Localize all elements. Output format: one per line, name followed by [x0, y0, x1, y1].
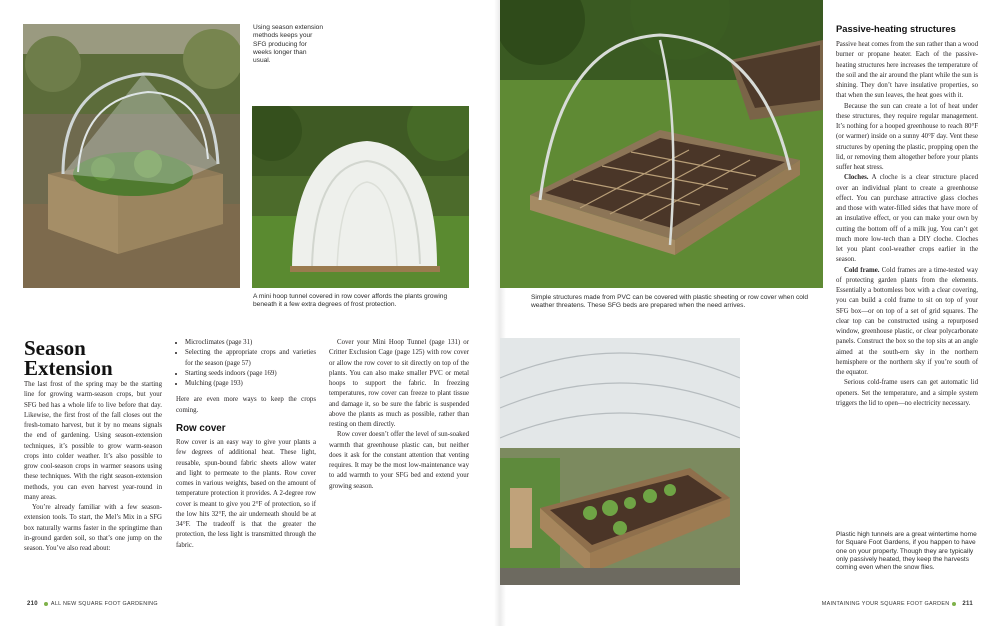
- photo2-caption: A mini hoop tunnel covered in row cover affords the plants growing beneath it a few extra degrees of frost protection.: [253, 293, 448, 309]
- cold-frame-text: Cold frames are a time-tested way of protecting garden plants from the elements. Essentially a bottomless box with a clear covering, you can build a cold frame to sit on top of your SFG box—or on top of a set of grid squares. The clear top can be constructed using a repurposed window, greenhouse plastic, or clear polycarbonate panels. Construct the box so the top sits at an angle aimed at the south-ern sky in the northern hemisphere or the northern sky if you’re south of the equator.: [836, 266, 978, 376]
- page-number-right: 211: [962, 601, 973, 607]
- left-column-2: [176, 338, 316, 551]
- familiar-paragraph: You’re already familiar with a few season-extension tools. To start, the Mel’s Mix in a SFG box naturally warms faster in the springtime than in-ground garden soil, so that’s one jump on the season. You’ve also read about:: [24, 504, 162, 552]
- photo-hinged-hoop-lid: [23, 24, 240, 288]
- row-cover-warmth-paragraph: Row cover doesn’t offer the level of sun-soaked warmth that greenhouse plastic can, but neither does it ask for the constant attention that venting requires. It may be the most low-maintenance way to add warmth to your SFG bed and extend your growing season.: [329, 431, 469, 490]
- more-ways-paragraph: Here are even more ways to keep the crops coming.: [176, 396, 316, 414]
- page-title-line-1: Season: [24, 336, 86, 360]
- photo4-caption: Plastic high tunnels are a great wintertime home for Square Foot Gardens, if you happen to have one on your property. Though they are typically only passively heated, they keep the harvests coming even when the snow flies.: [836, 531, 977, 572]
- cold-frame-paragraph: [836, 266, 978, 379]
- row-cover-heading: Row cover: [176, 422, 226, 434]
- lid-openers-paragraph: Serious cold-frame users can get automatic lid openers. Set the temperature, and a simple system triggers the lid to open—no electricity necessary.: [836, 379, 978, 407]
- passive-heat-paragraph: Passive heat comes from the sun rather than a wood burner or propane heater. Each of the passive-heating structures here increases the temperature of the soil and the air around the plant while the sun is shining. They don’t have insulative properties, so that when the sun leaves, the heat goes with it.: [836, 41, 978, 100]
- photo3-caption: Simple structures made from PVC can be covered with plastic sheeting or row cover when cold weather threatens. These SFG beds are prepared when the need arrives.: [531, 294, 809, 310]
- accent-dot-icon: [952, 602, 956, 606]
- photo-mini-hoop-tunnel: [252, 106, 469, 288]
- left-folio: [24, 601, 158, 607]
- cloches-label: Cloches.: [844, 174, 869, 182]
- page-title: [24, 338, 164, 378]
- left-column-1: [24, 380, 162, 554]
- passive-heating-heading: Passive-heating structures: [836, 23, 956, 34]
- cloches-paragraph: [836, 173, 978, 265]
- accent-dot-icon: [44, 602, 48, 606]
- cloches-text: A cloche is a clear structure placed over an individual plant to create a greenhouse effect. You can purchase attractive glass cloches and those with water-filled sides that have more of an insulative effect, or you can make your own by cutting the bottom off of a milk jug. You can’t get much more low-tech than a DIY cloche. Cloches let you plant cool-weather crops earlier in the season.: [836, 174, 978, 264]
- cover-tunnel-paragraph: Cover your Mini Hoop Tunnel (page 131) or Critter Exclusion Cage (page 125) with row cover or allow the row cover to sit directly on top of the plants. You can also make smaller PVC or metal hoops to support the fabric. In freezing temperatures, row cover can freeze to plant tissue and damage it, so be sure the fabric is suspended above the plants as much as possible, rather than resting on them directly.: [329, 339, 469, 428]
- right-folio: [822, 601, 976, 607]
- list-item: • Mulching (page 193): [185, 379, 316, 389]
- list-item: • Starting seeds indoors (page 169): [185, 369, 316, 379]
- list-item: • Selecting the appropriate crops and varieties for the season (page 57): [185, 348, 316, 369]
- chapter-title: MAINTAINING YOUR SQUARE FOOT GARDEN: [821, 601, 950, 607]
- photo-high-tunnel-beds: [500, 338, 740, 585]
- page-number-left: 210: [27, 601, 38, 607]
- cold-frame-label: Cold frame.: [844, 266, 880, 274]
- side-caption: Using season extension methods keeps your SFG producing for weeks longer than usual.: [253, 24, 324, 65]
- row-cover-paragraph: Row cover is an easy way to give your plants a few degrees of additional heat. These light, reusable, spun-bound fabric sheets allow water and light to permeate to the plants. Row cover comes in various weights, based on the amount of temperature protection it provides. A 2-degree row cover is meant to give you 2°F of protection, so if the low hits 32°F, the air underneath should be at 34°F. The tradeoff is that the greater the protection, the less light is transmitted through the fabric.: [176, 439, 316, 549]
- left-column-3: [329, 338, 469, 492]
- book-title: ALL NEW SQUARE FOOT GARDENING: [50, 601, 158, 607]
- vent-paragraph: Because the sun can create a lot of heat under these structures, they require regular management. It’s nothing for a hooped greenhouse to reach 80°F (or warmer) inside on a sunny 40°F day. Vent these structures by opening the plastic, propping open the lid, or removing them altogether before your plants suffer heat stress.: [836, 102, 978, 171]
- list-item: • Microclimates (page 31): [185, 338, 316, 348]
- season-tools-list: [176, 338, 316, 389]
- photo-pvc-hoop-beds: [500, 0, 823, 288]
- page-title-line-2: Extension: [24, 356, 113, 380]
- intro-paragraph: The last frost of the spring may be the starting line for growing warm-season crops, but your SFG bed has a whole life to live before that day. Likewise, the first frost of the fall closes out the fresh-tomato harvest, but it by no means signals the end of gardening. Using season-extension techniques, it’s possible to grow warm-season crops into colder weather. It’s also possible to grow cool-season crops in warmer seasons using these techniques. With the right season-extension methods, you can even harvest year-round in many areas.: [24, 381, 162, 501]
- right-column: [836, 23, 978, 409]
